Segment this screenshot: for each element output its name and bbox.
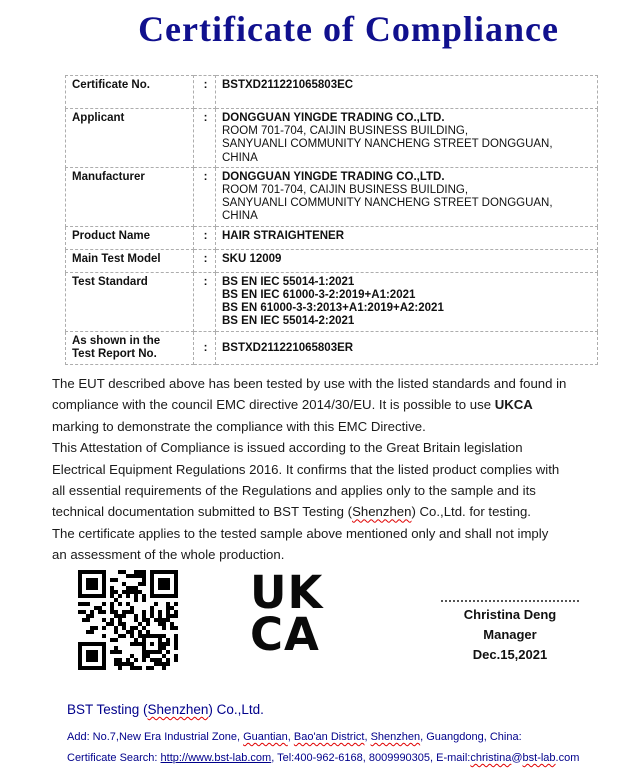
text-segment: SKU 12009	[222, 252, 282, 265]
text-segment: compliance with the council EMC directive 2014/30/EU. It is possible to use	[52, 397, 495, 413]
signatory-role: Manager	[483, 627, 537, 642]
text-segment: @	[511, 752, 523, 764]
paragraph-line	[52, 544, 582, 565]
misspelled-text: Bao'an District	[293, 731, 365, 743]
text-segment: ROOM 701-704, CAIJIN BUSINESS BUILDING,	[222, 125, 469, 138]
footer-search	[67, 752, 579, 764]
paragraph-line	[52, 480, 582, 501]
paragraph-line	[52, 523, 582, 544]
paragraph-line	[52, 459, 582, 480]
field-value	[216, 331, 598, 364]
text-segment: ,	[364, 731, 371, 743]
certificate-table	[65, 75, 598, 365]
text-segment: BS EN IEC 61000-3-2:2019+A1:2021	[222, 289, 416, 302]
table-row	[66, 272, 598, 331]
paragraph-line	[52, 394, 582, 415]
footer-company	[67, 702, 264, 717]
field-value	[216, 272, 598, 331]
hyperlink[interactable]: http://www.bst-lab.com	[160, 752, 272, 764]
signature-date: Dec.15,2021	[472, 647, 548, 662]
field-label: Test Standard	[66, 272, 194, 331]
page-title: Certificate of Compliance	[138, 9, 559, 49]
text-segment: ,	[287, 731, 294, 743]
text-segment: SANYUANLI COMMUNITY NANCHENG STREET DONGGUAN,	[222, 197, 553, 210]
field-value	[216, 226, 598, 249]
text-segment: marking to demonstrate the compliance with this EMC Directive.	[52, 418, 426, 434]
field-label: Manufacturer	[66, 167, 194, 226]
misspelled-text: Guantian	[243, 731, 288, 743]
colon-separator: :	[194, 167, 216, 226]
table-row	[66, 167, 598, 226]
text-segment: ) Co.,Ltd. for testing.	[411, 504, 531, 520]
text-segment: , Tel:400-962-6168, 8009990305, E-mail:	[271, 752, 471, 764]
misspelled-text: Shenzhen	[147, 702, 209, 717]
table-row	[66, 249, 598, 272]
field-value	[216, 76, 598, 109]
text-segment: HAIR STRAIGHTENER	[222, 229, 345, 242]
text-segment: DONGGUAN YINGDE TRADING CO.,LTD.	[222, 170, 445, 183]
misspelled-text: christina	[470, 752, 512, 764]
text-segment: BS EN IEC 55014-2:2021	[222, 315, 355, 328]
text-segment: Certificate Search:	[67, 752, 161, 764]
ukca-line-ca: CA	[250, 607, 320, 661]
field-label: Product Name	[66, 226, 194, 249]
text-segment: an assessment of the whole production.	[52, 547, 285, 563]
text-segment: BS EN 61000-3-3:2013+A1:2019+A2:2021	[222, 302, 444, 315]
misspelled-text: Shenzhen	[370, 731, 421, 743]
field-value	[216, 249, 598, 272]
text-segment: technical documentation submitted to BST Testing (	[52, 504, 353, 520]
paragraph-line	[52, 501, 582, 522]
signatory-name: Christina Deng	[463, 607, 557, 622]
field-value	[216, 109, 598, 168]
field-label: Applicant	[66, 109, 194, 168]
text-segment: ) Co.,Ltd.	[208, 702, 264, 717]
table-row	[66, 76, 598, 109]
signature-block	[425, 600, 595, 665]
text-segment: .com	[555, 752, 580, 764]
paragraph-line	[52, 373, 582, 394]
text-segment: BSTXD211221065803EC	[222, 79, 354, 91]
text-segment: CHINA	[222, 210, 258, 223]
text-segment: UKCA	[494, 397, 533, 413]
field-value	[216, 167, 598, 226]
table-row	[66, 226, 598, 249]
table-row	[66, 109, 598, 168]
colon-separator: :	[194, 272, 216, 331]
field-label: Main Test Model	[66, 249, 194, 272]
text-segment: The certificate applies to the tested sample above mentioned only and shall not imply	[52, 525, 549, 541]
paragraph-line	[52, 416, 582, 437]
text-segment: BS EN IEC 55014-1:2021	[222, 275, 355, 288]
text-segment: DONGGUAN YINGDE TRADING CO.,LTD.	[222, 112, 445, 124]
field-label: Certificate No.	[66, 76, 194, 109]
signature-dotted-line	[441, 600, 579, 602]
text-segment: ROOM 701-704, CAIJIN BUSINESS BUILDING,	[222, 184, 469, 197]
field-label: As shown in the Test Report No.	[66, 331, 194, 364]
text-segment: The EUT described above has been tested by use with the listed standards and found in	[52, 376, 567, 391]
misspelled-text: Shenzhen	[352, 504, 412, 520]
text-segment: Electrical Equipment Regulations 2016. It confirms that the listed product complies with	[52, 461, 560, 477]
text-segment: all essential requirements of the Regulations and applies only to the sample and its	[52, 483, 536, 499]
footer-address	[67, 731, 522, 743]
colon-separator: :	[194, 226, 216, 249]
colon-separator: :	[194, 76, 216, 109]
ukca-mark-icon	[250, 566, 324, 661]
paragraph-line	[52, 437, 582, 458]
colon-separator: :	[194, 331, 216, 364]
colon-separator: :	[194, 109, 216, 168]
text-segment: CHINA	[222, 151, 258, 164]
colon-separator: :	[194, 249, 216, 272]
text-segment: SANYUANLI COMMUNITY NANCHENG STREET DONGGUAN,	[222, 138, 553, 151]
misspelled-text: bst-lab	[522, 752, 556, 764]
text-segment: This Attestation of Compliance is issued according to the Great Britain legislation	[52, 440, 523, 456]
text-segment: BST Testing (	[67, 702, 148, 717]
qr-code-icon	[78, 570, 178, 670]
cert-table-body	[66, 76, 598, 365]
ukca-line-uk: UK	[250, 566, 324, 619]
text-segment: Add: No.7,New Era Industrial Zone,	[67, 731, 244, 743]
body-paragraph	[52, 373, 582, 566]
text-segment: BSTXD211221065803ER	[222, 341, 354, 354]
text-segment: , Guangdong, China:	[420, 731, 522, 743]
table-row	[66, 331, 598, 364]
qr-code-pattern	[78, 570, 178, 670]
